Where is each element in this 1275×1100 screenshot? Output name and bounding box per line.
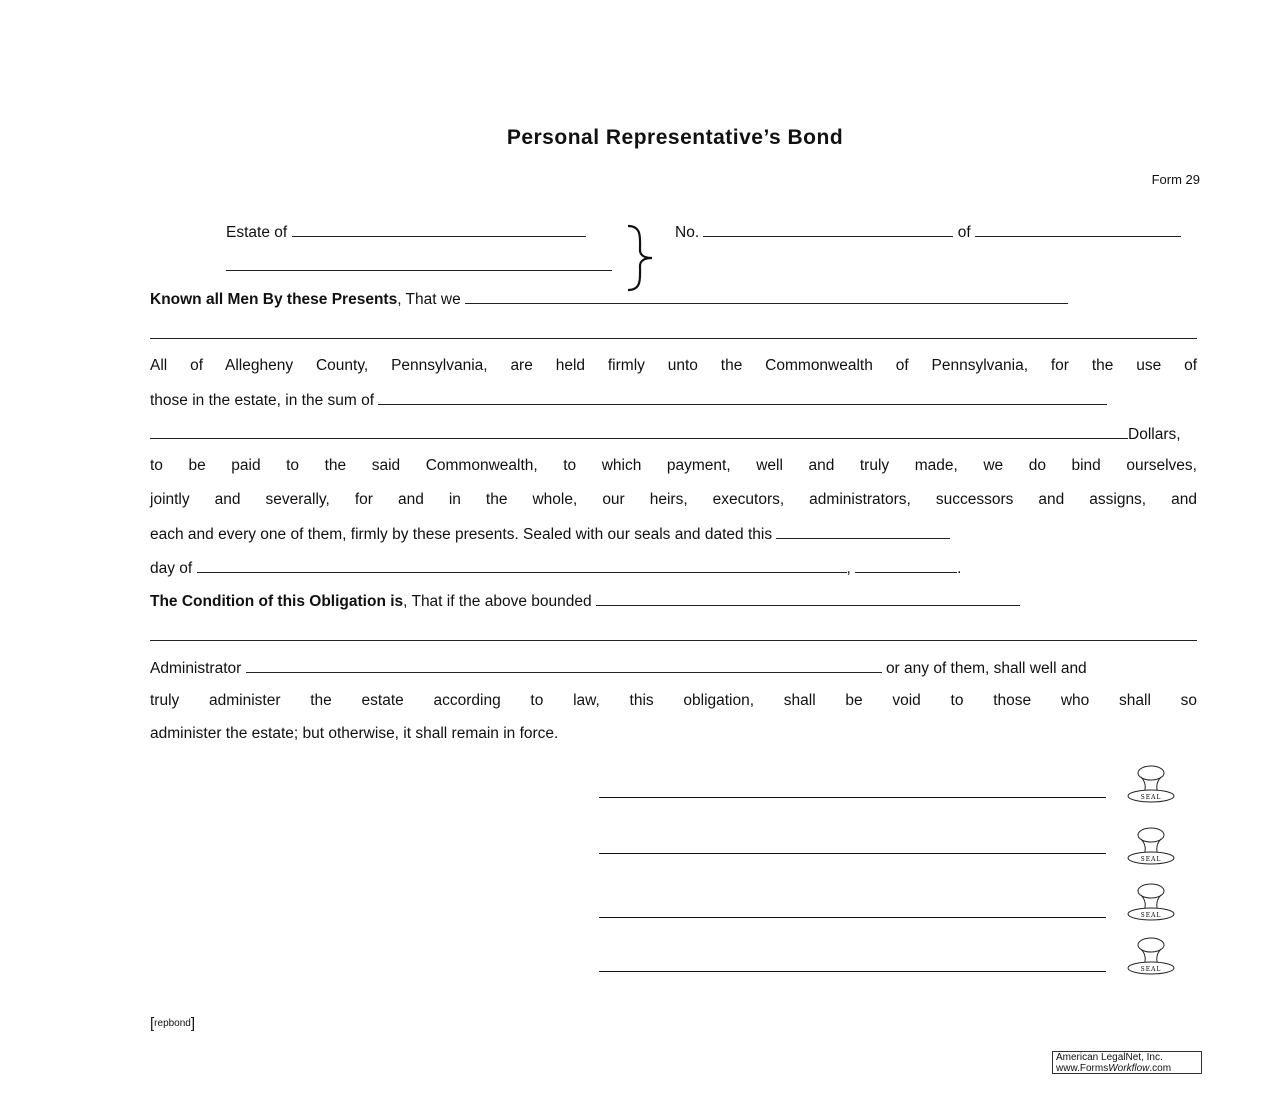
- day-of-period: .: [957, 560, 962, 577]
- of-label: of: [957, 224, 971, 241]
- seal-icon: [1124, 764, 1178, 806]
- administrator-tail: or any of them, shall well and: [885, 660, 1087, 677]
- form-tag: [repbond]: [150, 1015, 196, 1032]
- seal-icon: [1124, 826, 1178, 868]
- sealed-text: each and every one of them, firmly by these presents. Sealed with our seals and dated this: [150, 526, 773, 543]
- sum-line: [150, 390, 1197, 410]
- bounded-blank[interactable]: [596, 591, 1020, 606]
- dollars-label: Dollars,: [1128, 426, 1181, 443]
- term-blank[interactable]: [975, 222, 1181, 237]
- seal-label: SEAL: [1140, 912, 1162, 919]
- allegheny-line: All of Allegheny County, Pennsylvania, are held firmly unto the Commonwealth of Pennsylvania, for the use of: [150, 357, 1197, 374]
- estate-of-label: Estate of: [226, 224, 288, 241]
- estate-of-row: [226, 222, 586, 242]
- year-blank[interactable]: [855, 558, 957, 573]
- paid-line: to be paid to the said Commonwealth, to which payment, well and truly made, we do bind ourselves,: [150, 457, 1197, 474]
- dollars-line: [150, 424, 1197, 444]
- condition-heading: The Condition of this Obligation is: [150, 593, 404, 610]
- seal-icon: [1124, 936, 1178, 978]
- known-all-men-heading: Known all Men By these Presents: [150, 291, 398, 308]
- seal-label: SEAL: [1140, 794, 1162, 801]
- seal-icon: [1124, 882, 1178, 924]
- docket-number-row: [675, 222, 1181, 242]
- estate-name-blank[interactable]: [292, 222, 586, 237]
- signature-line-1[interactable]: [599, 797, 1106, 798]
- date-day-blank[interactable]: [776, 524, 950, 539]
- sealed-line: [150, 524, 1197, 544]
- form-tag-text: repbond: [154, 1018, 191, 1029]
- day-of-comma: ,: [846, 560, 851, 577]
- sum-words-blank[interactable]: [150, 424, 1128, 439]
- administrator-label: Administrator: [150, 660, 242, 677]
- condition-text: , That if the above bounded: [403, 593, 592, 610]
- publisher-url: www.FormsWorkflow.com: [1056, 1062, 1172, 1074]
- day-of-label: day of: [150, 560, 193, 577]
- signature-line-2[interactable]: [599, 853, 1106, 854]
- caption-brace-icon: [622, 222, 662, 294]
- day-of-line: [150, 558, 1197, 578]
- no-label: No.: [675, 224, 700, 241]
- in-force-line: administer the estate; but otherwise, it shall remain in force.: [150, 725, 559, 742]
- sum-blank[interactable]: [378, 390, 1107, 405]
- signature-line-3[interactable]: [599, 917, 1106, 918]
- seal-label: SEAL: [1140, 856, 1162, 863]
- signature-line-4[interactable]: [599, 971, 1106, 972]
- sum-label: those in the estate, in the sum of: [150, 392, 375, 409]
- seal-label: SEAL: [1140, 966, 1162, 973]
- document-title: Personal Representative’s Bond: [506, 126, 844, 149]
- obligors-blank-2[interactable]: [150, 338, 1197, 339]
- docket-number-blank[interactable]: [703, 222, 953, 237]
- truly-administer-line: truly administer the estate according to law, this obligation, shall be void to those who shall so: [150, 692, 1197, 709]
- publisher-name: American LegalNet, Inc.: [1056, 1052, 1163, 1063]
- estate-name-blank-2[interactable]: [226, 270, 612, 271]
- administrator-blank[interactable]: [246, 658, 882, 673]
- administrator-line: [150, 658, 1197, 678]
- bounded-blank-2[interactable]: [150, 640, 1197, 641]
- obligors-line: [150, 289, 1197, 309]
- publisher-box: [1052, 1051, 1202, 1074]
- obligors-blank[interactable]: [465, 289, 1068, 304]
- month-blank[interactable]: [197, 558, 847, 573]
- jointly-line: jointly and severally, for and in the whole, our heirs, executors, administrators, successors and assigns, and: [150, 491, 1197, 508]
- that-we-text: , That we: [397, 291, 461, 308]
- form-number: Form 29: [1151, 172, 1200, 187]
- condition-line: [150, 591, 1197, 611]
